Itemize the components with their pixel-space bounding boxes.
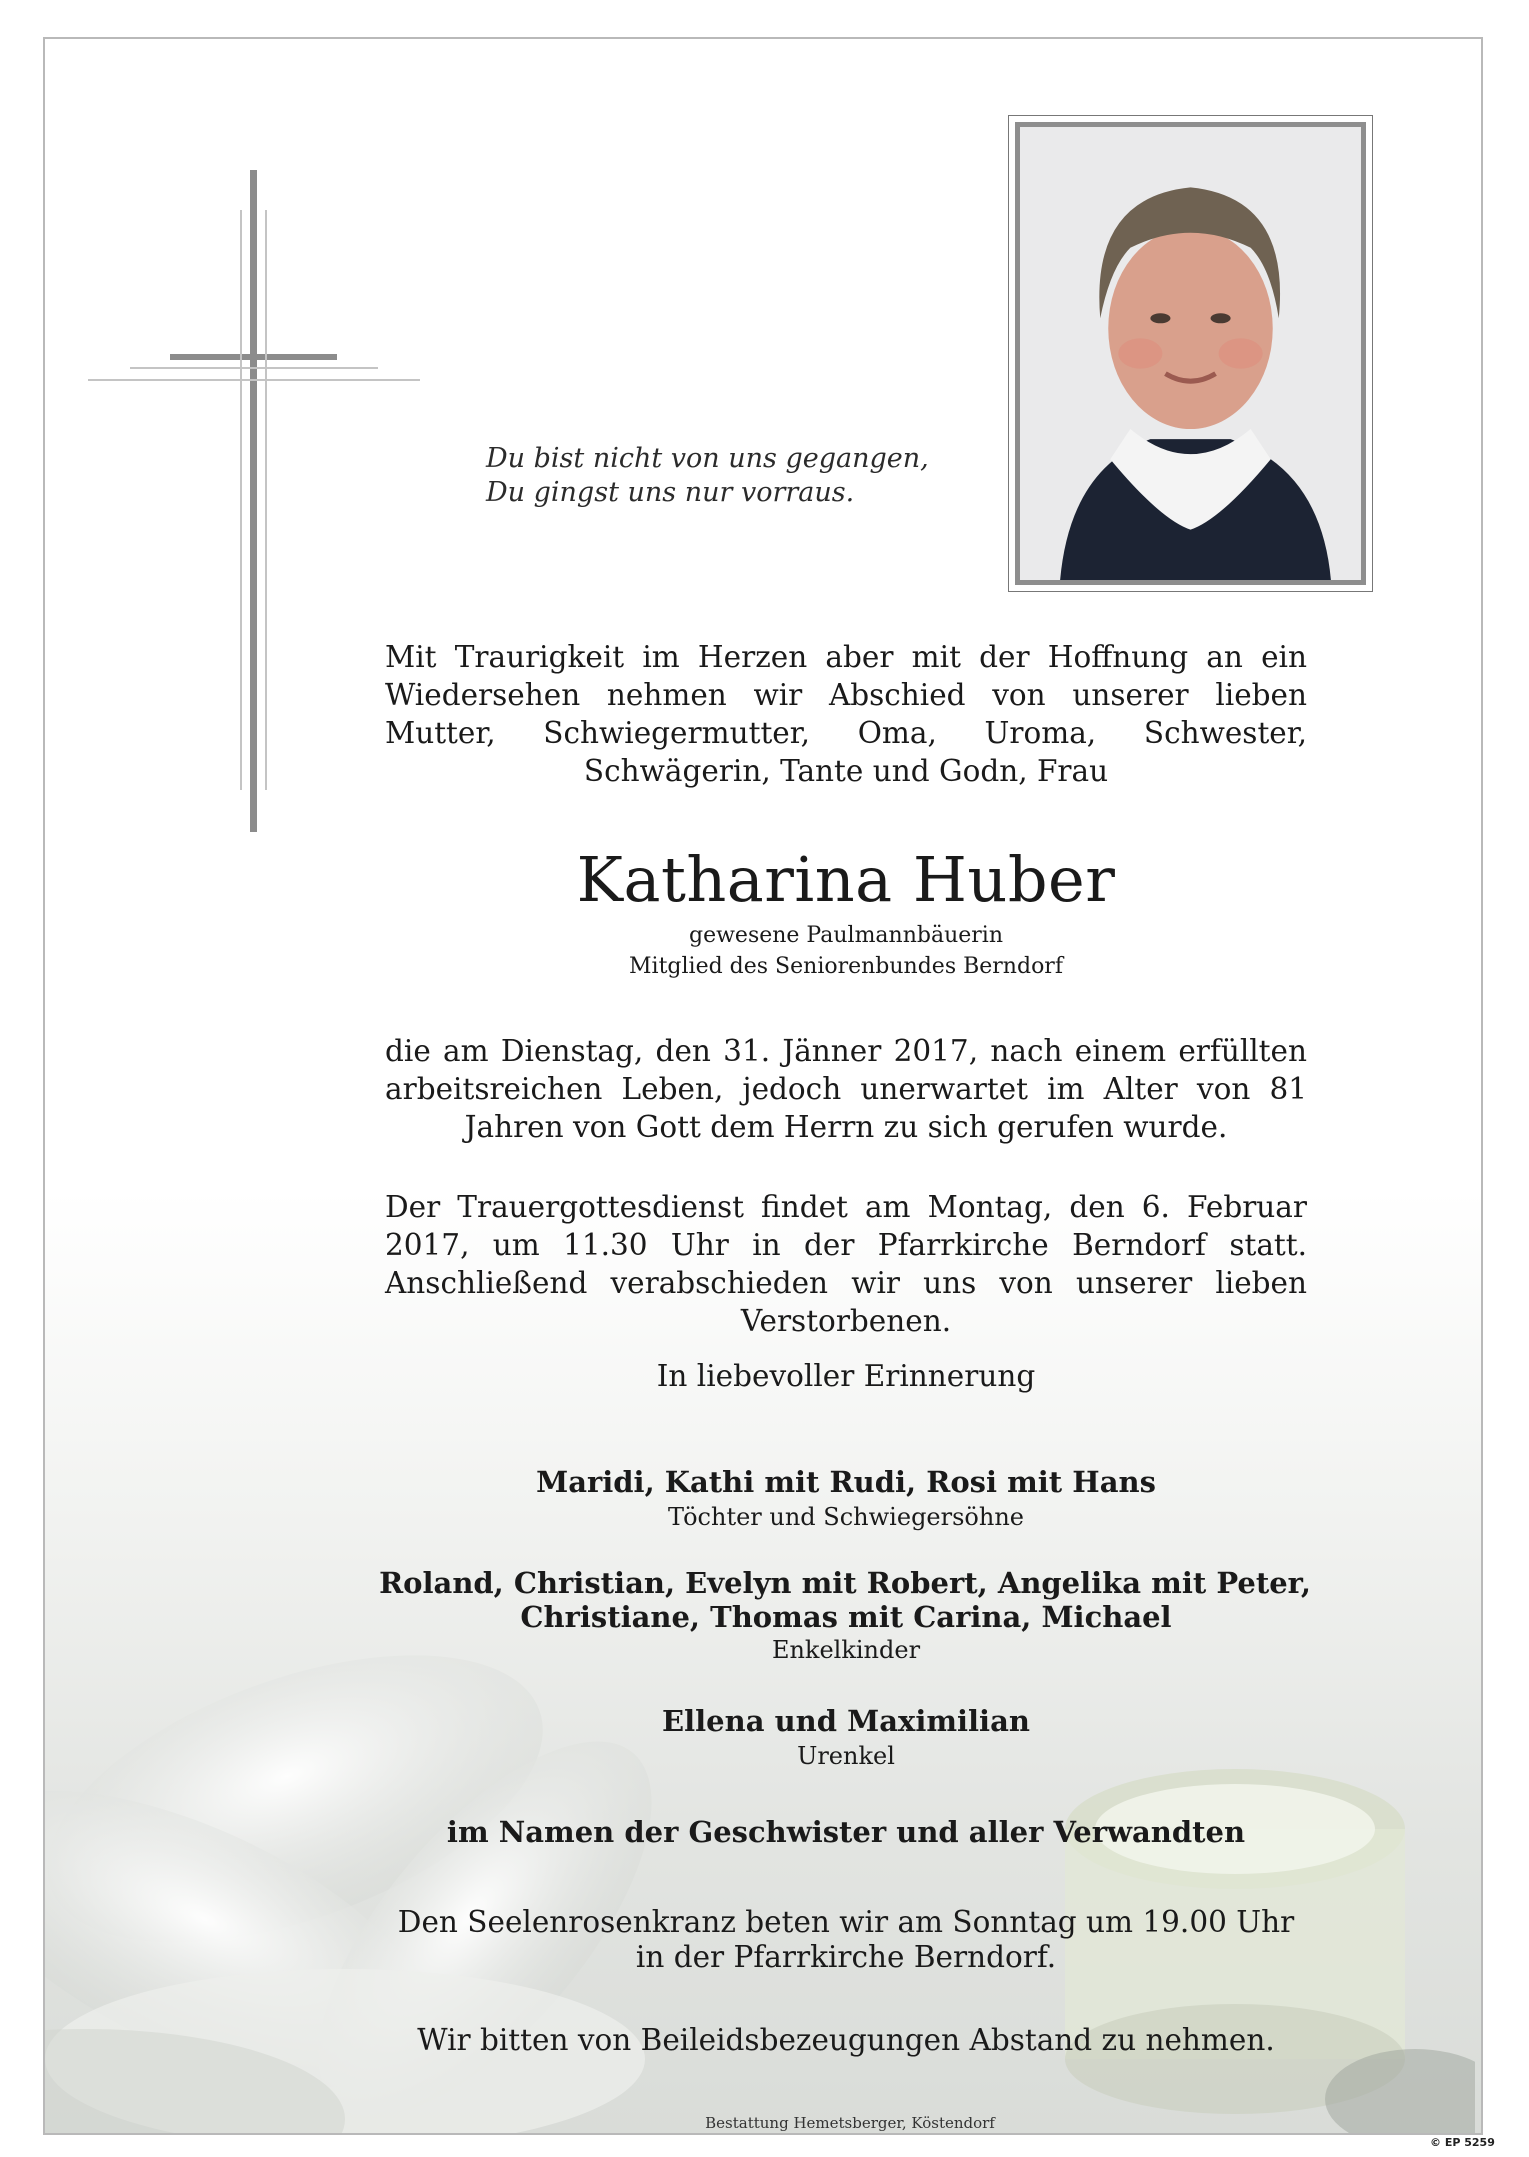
motto-line-2: Du gingst uns nur vorraus. (486, 477, 855, 508)
condolence-request: Wir bitten von Beileidsbezeugungen Abstand zu nehmen. (417, 2023, 1275, 2057)
mourners-daughters-role: Töchter und Schwiegersöhne (668, 1503, 1024, 1531)
death-announcement-text: die am Dienstag, den 31. Jänner 2017, nach einem erfüllten arbeitsreichen Leben, jedoch unerwartet im Alter von 81 Jahren von Gott dem Herrn zu sich gerufen wurde. (385, 1034, 1307, 1144)
funeral-service-text: Der Trauergottesdienst findet am Montag, den 6. Februar 2017, um 11.30 Uhr in der Pfarrkirche Berndorf statt. Anschließend verabschieden wir uns von unserer lieben Verstorbenen. (385, 1190, 1307, 1338)
siblings-text: im Namen der Geschwister und aller Verwandten (446, 1815, 1246, 1849)
mourners-daughters: Maridi, Kathi mit Rudi, Rosi mit Hans (536, 1465, 1156, 1499)
mourners-great-grandchildren: Ellena und Maximilian (662, 1704, 1030, 1738)
print-code: © EP 5259 (1430, 2136, 1495, 2149)
funeral-home-footer: Bestattung Hemetsberger, Köstendorf (705, 2114, 995, 2132)
intro-text: Mit Traurigkeit im Herzen aber mit der Hoffnung an ein Wiedersehen nehmen wir Abschied von unserer lieben Mutter, Schwiegermutter, Oma, Uroma, Schwester, Schwägerin, Tante und Godn, Frau (385, 640, 1307, 788)
mourners-grandchildren-line-1: Roland, Christian, Evelyn mit Robert, Angelika mit Peter, (379, 1566, 1311, 1600)
deceased-membership: Mitglied des Seniorenbundes Berndorf (629, 954, 1063, 979)
mourners-grandchildren-line-2: Christiane, Thomas mit Carina, Michael (520, 1600, 1172, 1634)
rosary-line-2: in der Pfarrkirche Berndorf. (635, 1940, 1057, 1974)
portrait-image (1020, 127, 1361, 580)
memory-text: In liebevoller Erinnerung (656, 1359, 1036, 1393)
motto-quote (486, 442, 1006, 510)
rosary-line-1: Den Seelenrosenkranz beten wir am Sonntag um 19.00 Uhr (397, 1905, 1295, 1939)
motto-line-1: Du bist nicht von uns gegangen, (486, 443, 929, 474)
portrait-photo (1008, 115, 1373, 592)
mourners-grandchildren-role: Enkelkinder (771, 1636, 921, 1664)
mourners-great-grandchildren-role: Urenkel (797, 1742, 895, 1770)
deceased-occupation: gewesene Paulmannbäuerin (688, 923, 1003, 948)
deceased-name: Katharina Huber (576, 843, 1116, 916)
